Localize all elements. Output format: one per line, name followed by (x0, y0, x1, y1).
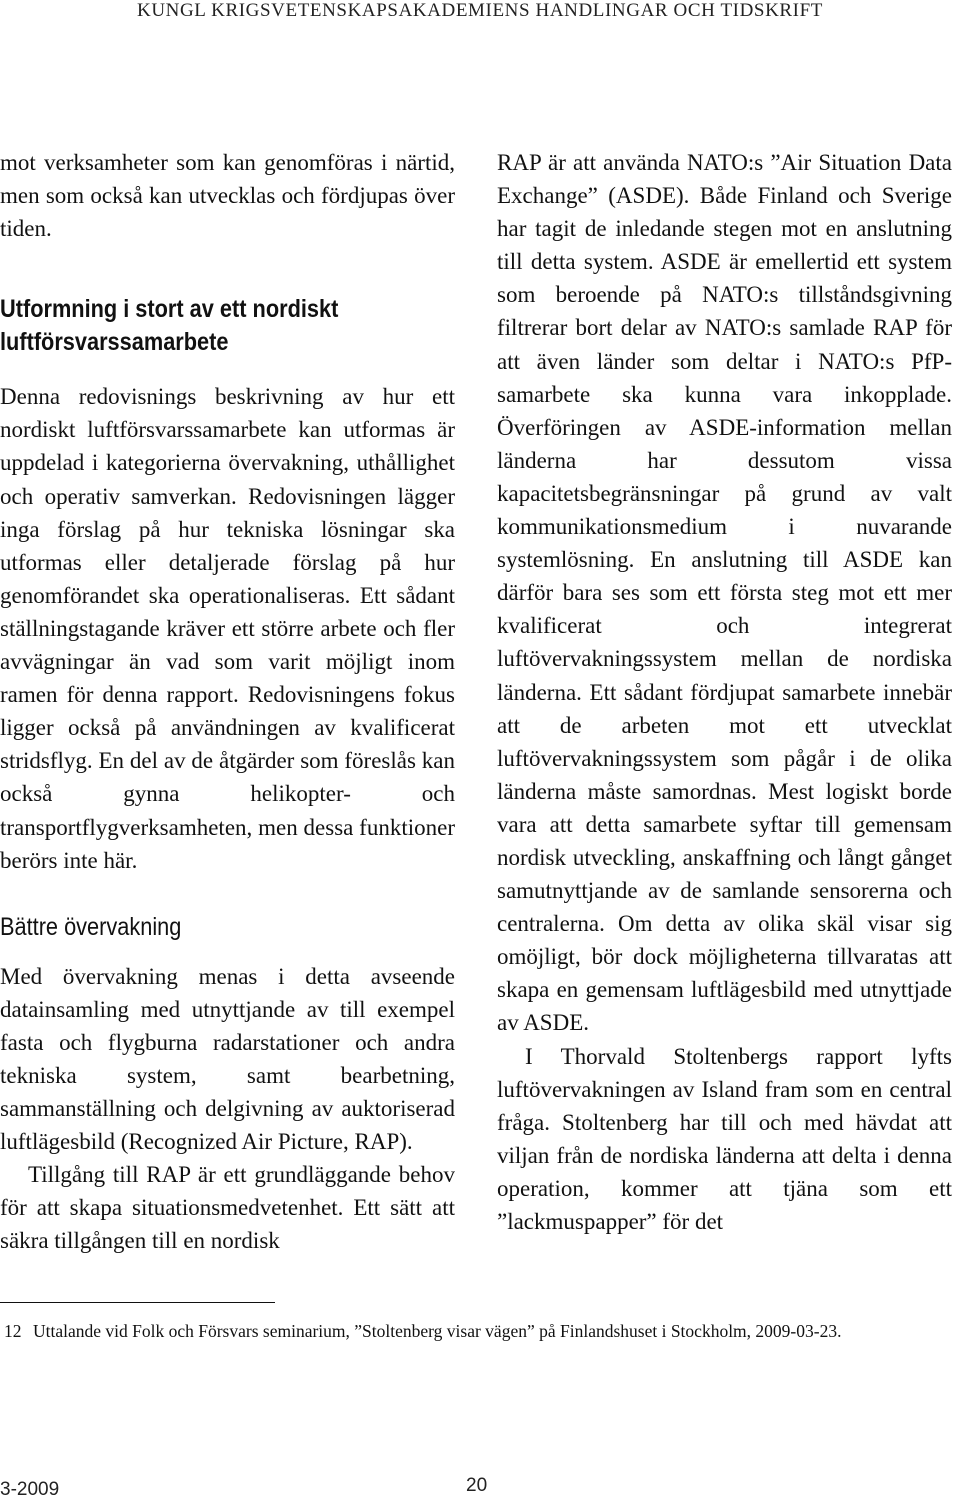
paragraph: Tillgång till RAP är ett grundläggande behov för att skapa situationsmedvetenhet. Ett sätt att säkra tillgången till en nordisk (0, 1162, 455, 1254)
section-heading: Utformning i stort av ett nordiskt luftförsvarssamarbete (0, 295, 339, 357)
paragraph: Med övervakning menas i detta avseende datainsamling med utnyttjande av till exempel fasta och flygburna radarstationer och andra tekniska system, samt bearbetning, sammanställning och delgivning av auktoriserad luftlägesbild (Recognized Air Picture, RAP). (0, 963, 455, 1155)
footnote-text: Uttalande vid Folk och Försvars seminarium, ”Stoltenberg visar vägen” på Finlandshuset i Stockholm, 2009-03-23. (33, 1321, 842, 1341)
issue-label: 3-2009 (0, 1479, 60, 1500)
page-number: 20 (466, 1475, 488, 1496)
paragraph-continuation: RAP är att använda NATO:s ”Air Situation Data Exchange” (ASDE). Både Finland och Sverige har tagit de inledande stegen mot en anslutning till detta system. ASDE är emellertid ett system som beroende på NATO:s tillståndsgivning filtrerar bort delar av NATO:s samlade RAP för att även länder som deltar i NATO:s PfP-samarbete ska kunna vara inkopplade. Överföringen av ASDE-information mellan länderna har dessutom vissa kapacitetsbegränsningar på grund av valt kommunikationsmedium i nuvarande systemlösning. En anslutning till ASDE kan därför bara ses som ett första steg mot ett mer kvalificerat och integrerat luftövervakningssystem mellan de nordiska länderna. Ett sådant fördjupat samarbete innebär att de arbeten mot ett utvecklat luftövervakningssystem som pågår i de olika länderna måste samordnas. Mest logiskt borde vara att detta samarbete syftar till gemensam nordisk utveckling, anskaffning och långt gånget samutnyttjande av de samlande sensorerna och centralerna. Om detta av olika skäl visar sig omöjligt, bör dock möjligheterna tillvaratas att skapa en gemensam luftlägesbild med utnyttjade av ASDE. (497, 150, 952, 1036)
left-column (0, 146, 455, 1258)
paragraph: I Thorvald Stoltenbergs rapport lyfts luftövervakningen av Island fram som en central fråga. Stoltenberg har till och med hävdat att viljan från de nordiska länderna att delta i denna operation, kommer att tjäna som ett ”lackmuspapper” för det (497, 1043, 952, 1234)
footnote-divider (0, 1302, 275, 1303)
right-column (497, 146, 952, 1238)
paragraph: Denna redovisnings beskrivning av hur ett nordiskt luftförsvarssamarbete kan utformas är uppdelad i kategorierna övervakning, uthållighet och operativ samverkan. Redovisningen lägger inga förslag på hur tekniska lösningar ska utformas eller detaljerade förslag på hur genomförandet ska operationaliseras. Ett sådant ställningstagande kräver ett större arbete och fler avvägningar än vad som varit möjligt inom ramen för denna rapport. Redovisningens fokus ligger också på användningen av kvalificerat stridsflyg. En del av de åtgärder som föreslås kan också gynna helikopter- och transportflygverksamheten, men dessa funktioner berörs inte här. (0, 384, 455, 873)
paragraph-continuation: mot verksamheter som kan genomföras i närtid, men som också kan utvecklas och fördjupas över tiden. (0, 150, 455, 242)
running-header: KUNGL KRIGSVETENSKAPSAKADEMIENS HANDLINGAR OCH TIDSKRIFT (137, 0, 823, 21)
footnote-number: 12 (4, 1321, 22, 1341)
subsection-heading: Bättre övervakning (0, 912, 182, 941)
